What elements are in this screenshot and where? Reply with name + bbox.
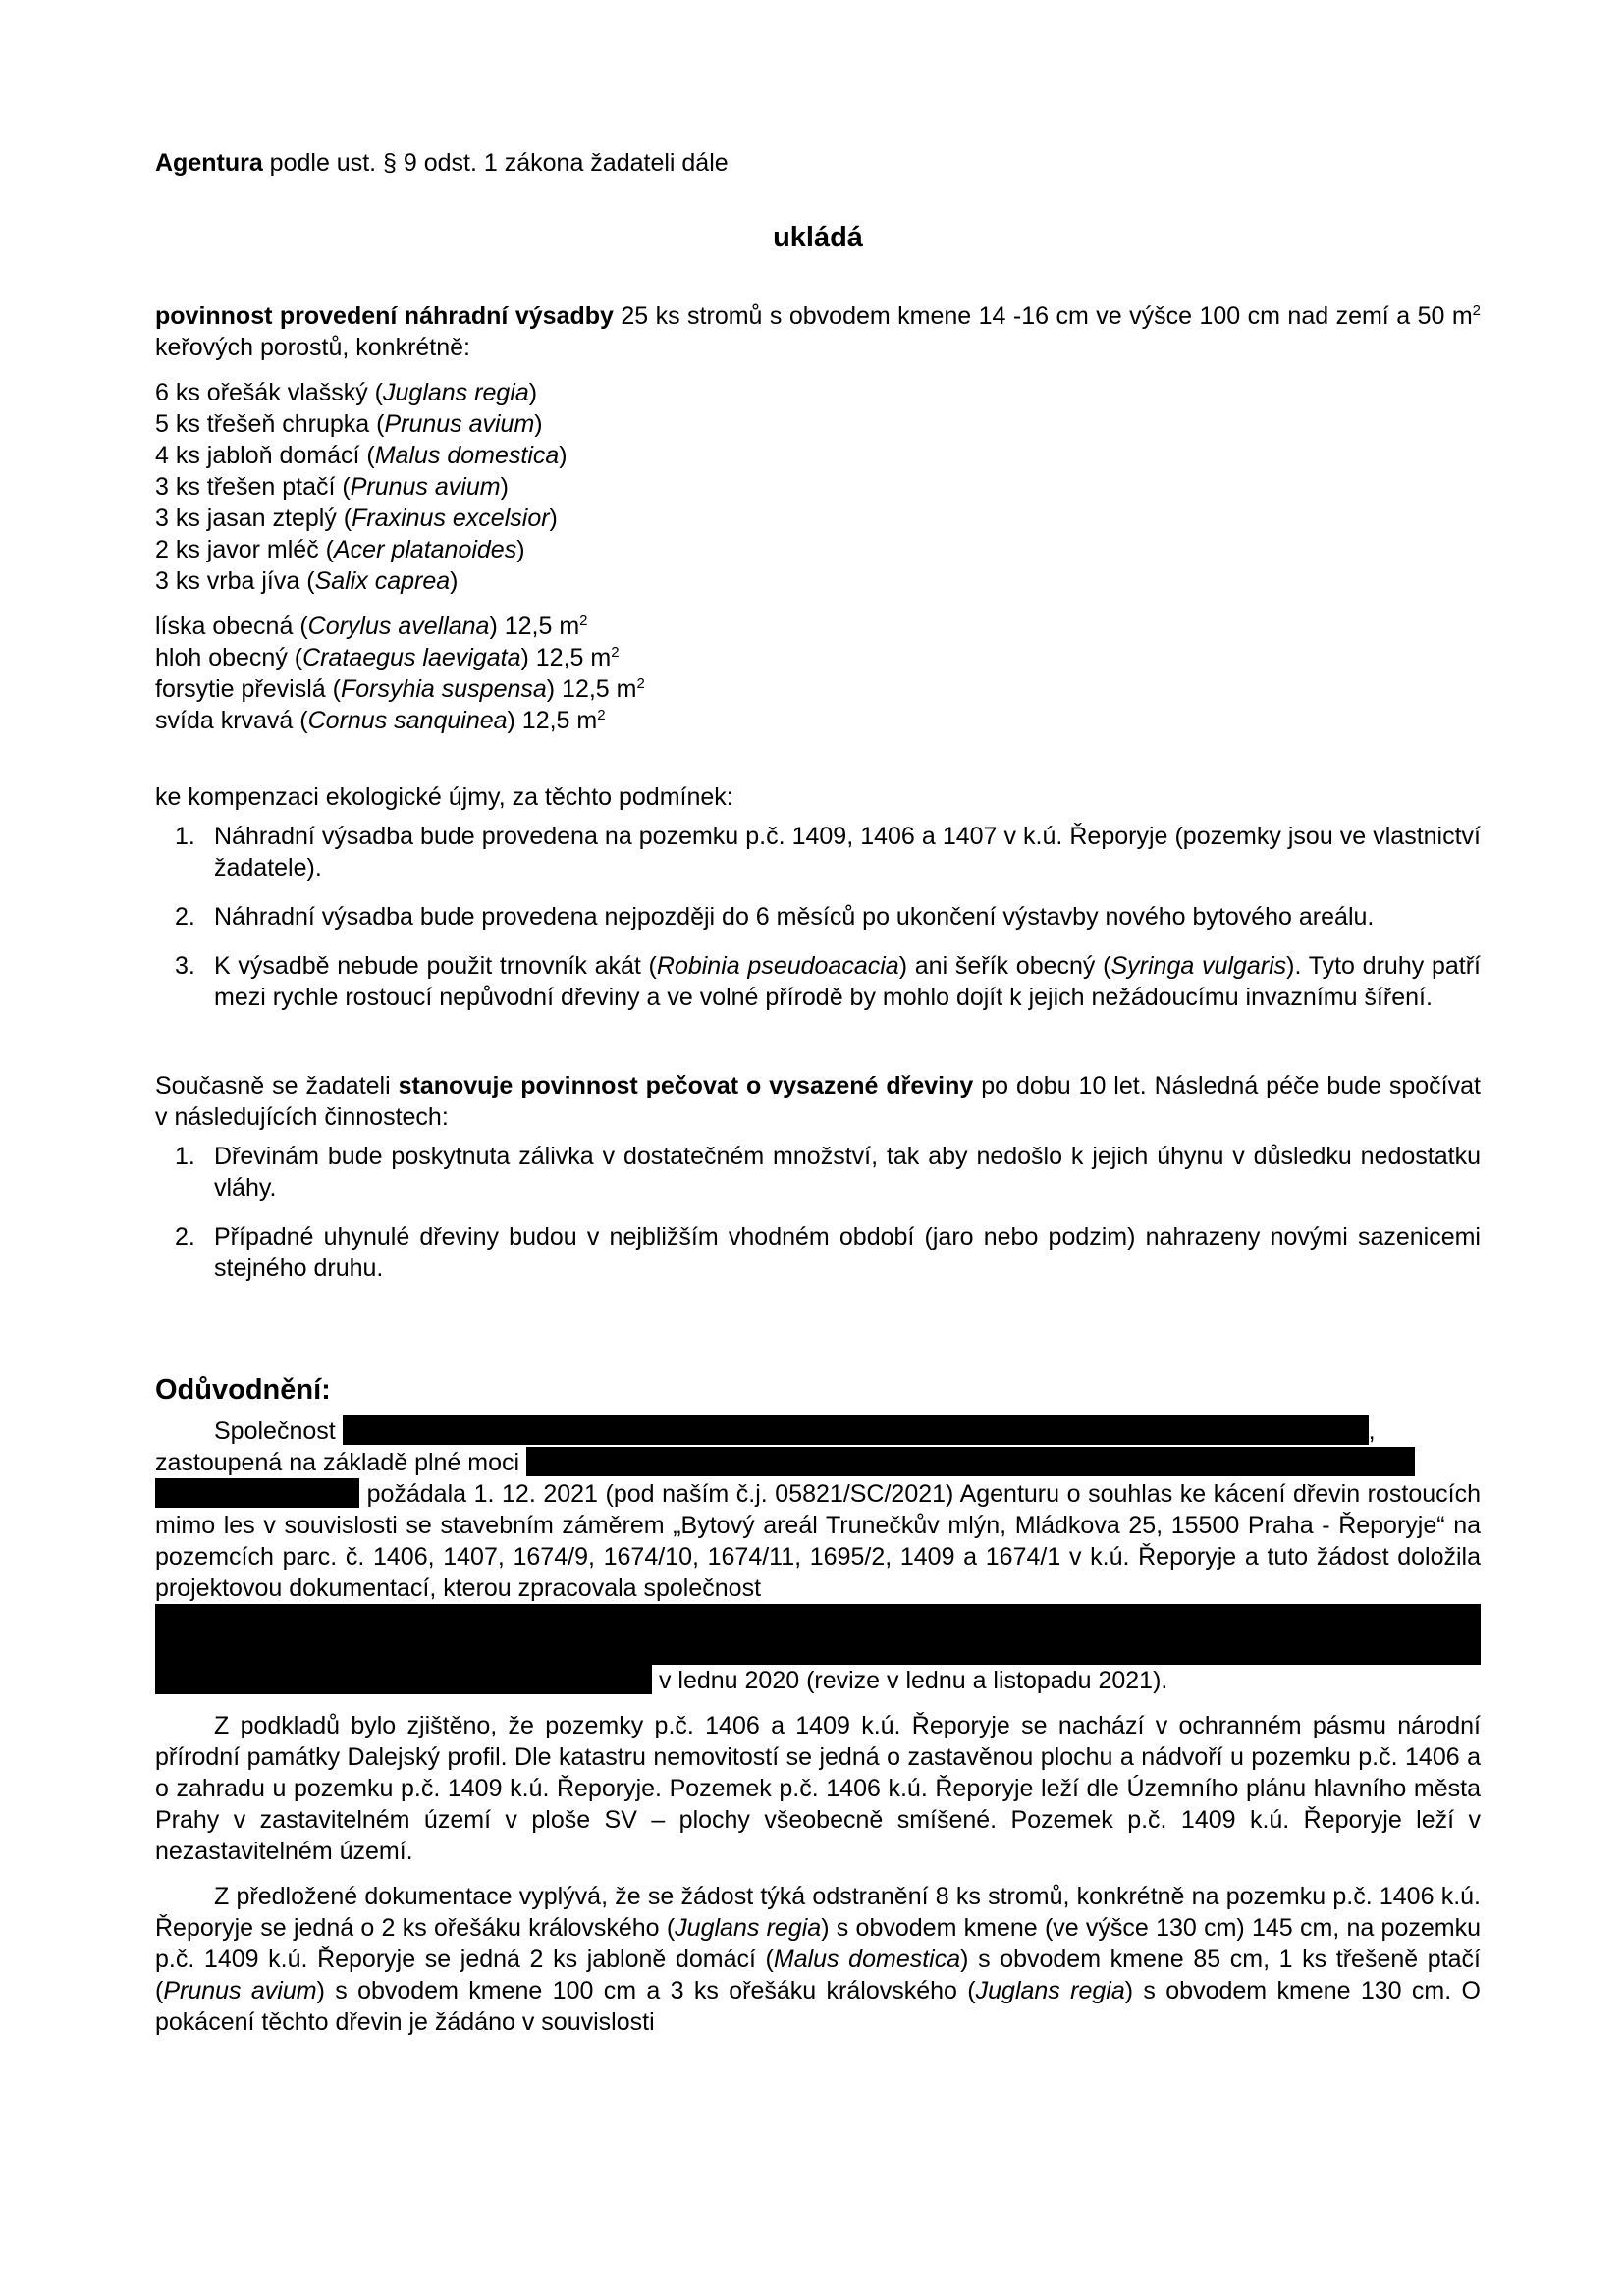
p1-text: v lednu 2020 (revize v lednu a listopadu 2021). [652,1667,1168,1694]
shrub-latin: Cornus sanquinea [307,707,508,734]
shrub-sup: 2 [597,707,606,723]
shrub-item [155,642,1481,673]
p3-text: ) s obvodem kmene (ve výšce 130 cm) 145 cm, na pozemku p.č. 1409 k.ú. Řeporyje se jedná 2 ks jabloně domácí ( [155,1914,1481,1973]
p1-text: Společnost [214,1417,343,1445]
shrub-name: forsytie převislá ( [155,675,341,703]
condition-number: 2. [175,903,195,931]
tree-suffix: ) [450,567,459,595]
tree-latin: Acer platanoides [333,536,517,563]
condition-item [155,901,1481,933]
condition-text: Náhradní výsadba bude provedena nejpozději do 6 měsíců po ukončení výstavby nového bytového areálu. [214,903,1375,931]
tree-name: 3 ks jasan zteplý ( [155,505,352,532]
tree-suffix: ) [500,473,509,501]
shrub-item [155,673,1481,705]
p3-text: ) s obvodem kmene 100 cm a 3 ks ořešáku královského ( [316,1977,976,2004]
p3-latin: Malus domestica [773,1946,961,1973]
tree-suffix: ) [516,536,525,563]
duty-sup: 2 [1472,302,1481,319]
p1-text: , [1368,1417,1376,1445]
justification-p2: Z podkladů bylo zjištěno, že pozemky p.č. 1406 a 1409 k.ú. Řeporyje se nachází v ochranném pásmu národní přírodní památky Dalejský profil. Dle katastru nemovitostí se jedná o zastavěnou plochu a nádvoří u pozemku p.č. 1406 a o zahradu u pozemku p.č. 1409 k.ú. Řeporyje. Pozemek p.č. 1406 k.ú. Řeporyje leží dle Územního plánu hlavního města Prahy v zastavitelném území v ploše SV – plochy všeobecně smíšené. Pozemek p.č. 1409 k.ú. Řeporyje leží v nezastavitelném území. [155,1712,1481,1865]
condition-text-part: K výsadbě nebude použit trnovník akát ( [214,952,657,980]
p3-text: ) s obvodem kmene 85 cm, 1 ks třešeně ptačí ( [155,1946,1481,2004]
tree-name: 4 ks jabloň domácí ( [155,442,375,469]
tree-name: 3 ks vrba jíva ( [155,567,315,595]
redaction-block [155,1478,359,1508]
condition-number: 3. [175,952,195,980]
p3-latin: Juglans regia [675,1914,822,1942]
p3-text: ) s obvodem kmene 130 cm. O pokácení těchto dřevin je žádáno v souvislosti [155,1977,1481,2036]
tree-latin: Prunus avium [384,410,535,438]
condition-number: 1. [175,823,195,850]
justification-p3 [155,1881,1481,2038]
tree-suffix: ) [549,505,558,532]
condition-text-part: ). Tyto druhy patří mezi rychle rostoucí nepůvodní dřeviny a ve volné přírodě by mohlo dojít k jejich nežádoucímu invaznímu šíření. [214,952,1481,1011]
tree-item [155,377,1481,408]
tree-name: 2 ks javor mléč ( [155,536,334,563]
tree-list [155,377,1481,597]
care-bold: stanovuje povinnost pečovat o vysazené dřeviny [398,1072,974,1099]
justification-heading: Odůvodnění: [155,1374,331,1406]
decision-heading: ukládá [773,222,863,253]
shrub-area: ) 12,5 m [520,644,612,671]
shrub-item [155,705,1481,736]
redaction-block [155,1604,1481,1665]
care-number: 2. [175,1223,195,1251]
shrub-sup: 2 [636,675,645,692]
tree-latin: Malus domestica [374,442,560,469]
tree-latin: Juglans regia [383,379,529,406]
tree-latin: Prunus avium [350,473,501,501]
care-item-text: Případné uhynulé dřeviny budou v nejbližším vhodném období (jaro nebo podzim) nahrazeny novými sazenicemi stejného druhu. [214,1223,1481,1282]
redaction-block [526,1447,1415,1476]
condition-latin: Syringa vulgaris [1110,952,1287,980]
duty-text-1: 25 ks stromů s obvodem kmene 14 -16 cm ve výšce 100 cm nad zemí a 50 m [613,302,1473,330]
tree-suffix: ) [528,379,538,406]
tree-latin: Fraxinus excelsior [352,505,550,532]
tree-item [155,503,1481,534]
shrub-name: svída krvavá ( [155,707,308,734]
shrub-name: hloh obecný ( [155,644,303,671]
condition-text [214,950,1481,1013]
tree-name: 3 ks třešen ptačí ( [155,473,351,501]
tree-suffix: ) [559,442,568,469]
tree-name: 5 ks třešeň chrupka ( [155,410,385,438]
p3-text: Z předložené dokumentace vyplývá, že se žádost týká odstranění 8 ks stromů, konkrétně na pozemku p.č. 1406 k.ú. Řeporyje se jedná o 2 ks ořešáku královského ( [155,1883,1481,1942]
tree-item [155,408,1481,440]
shrub-latin: Forsyhia suspensa [340,675,547,703]
tree-suffix: ) [534,410,543,438]
shrub-sup: 2 [611,644,620,661]
care-item [155,1141,1481,1203]
condition-item [155,821,1481,883]
document-page [155,147,1481,2052]
p3-latin: Prunus avium [163,1977,317,2004]
intro-line [155,147,1481,179]
shrub-list [155,611,1481,736]
care-text: po dobu 10 let. Následná péče bude spočívat v následujících činnostech: [155,1072,1481,1131]
tree-item [155,471,1481,503]
shrub-name: líska obecná ( [155,613,308,640]
intro-agency: Agentura [155,149,263,177]
conditions-list [155,821,1481,1013]
care-item-text: Dřevinám bude poskytnuta zálivka v dostatečném množství, tak aby nedošlo k jejich úhynu v důsledku nedostatku vláhy. [214,1143,1481,1201]
shrub-latin: Crataegus laevigata [302,644,521,671]
care-text: Současně se žadateli [155,1072,399,1099]
redaction-block [343,1415,1369,1445]
tree-item [155,440,1481,471]
shrub-item [155,611,1481,642]
shrub-sup: 2 [579,613,588,629]
justification-p1 [155,1415,1481,1696]
conditions-intro: ke kompenzaci ekologické újmy, za těchto podmínek: [155,783,733,811]
care-list [155,1141,1481,1284]
shrub-area: ) 12,5 m [546,675,637,703]
duty-bold: povinnost provedení náhradní výsadby [155,302,614,330]
care-item [155,1221,1481,1284]
care-paragraph [155,1070,1481,1133]
tree-latin: Salix caprea [314,567,451,595]
condition-text-part: ) ani šeřík obecný ( [898,952,1111,980]
tree-item [155,534,1481,565]
tree-item [155,565,1481,597]
care-number: 1. [175,1143,195,1170]
duty-text-2: keřových porostů, konkrétně: [155,334,470,361]
duty-paragraph [155,300,1481,363]
p1-text: požádala 1. 12. 2021 (pod naším č.j. 05821/SC/2021) Agenturu o souhlas ke kácení dřevin rostoucích mimo les v souvislosti se stavebním záměrem „Bytový areál Trunečkův mlýn, Mládkova 25, 15500 Praha - Řeporyje“ na pozemcích parc. č. 1406, 1407, 1674/9, 1674/10, 1674/11, 1695/2, 1409 a 1674/1 v k.ú. Řeporyje a tuto žádost doložila projektovou dokumentací, kterou zpracovala společnost [155,1480,1481,1602]
shrub-area: ) 12,5 m [507,707,598,734]
condition-item [155,950,1481,1013]
redaction-block [155,1665,652,1694]
shrub-latin: Corylus avellana [307,613,490,640]
intro-text: podle ust. § 9 odst. 1 zákona žadateli dále [262,149,729,177]
tree-name: 6 ks ořešák vlašský ( [155,379,384,406]
p3-latin: Juglans regia [975,1977,1125,2004]
p1-text: zastoupená na základě plné moci [155,1449,527,1476]
shrub-area: ) 12,5 m [489,613,580,640]
condition-text: Náhradní výsadba bude provedena na pozemku p.č. 1409, 1406 a 1407 v k.ú. Řeporyje (pozemky jsou ve vlastnictví žadatele). [214,823,1481,881]
condition-latin: Robinia pseudoacacia [656,952,899,980]
